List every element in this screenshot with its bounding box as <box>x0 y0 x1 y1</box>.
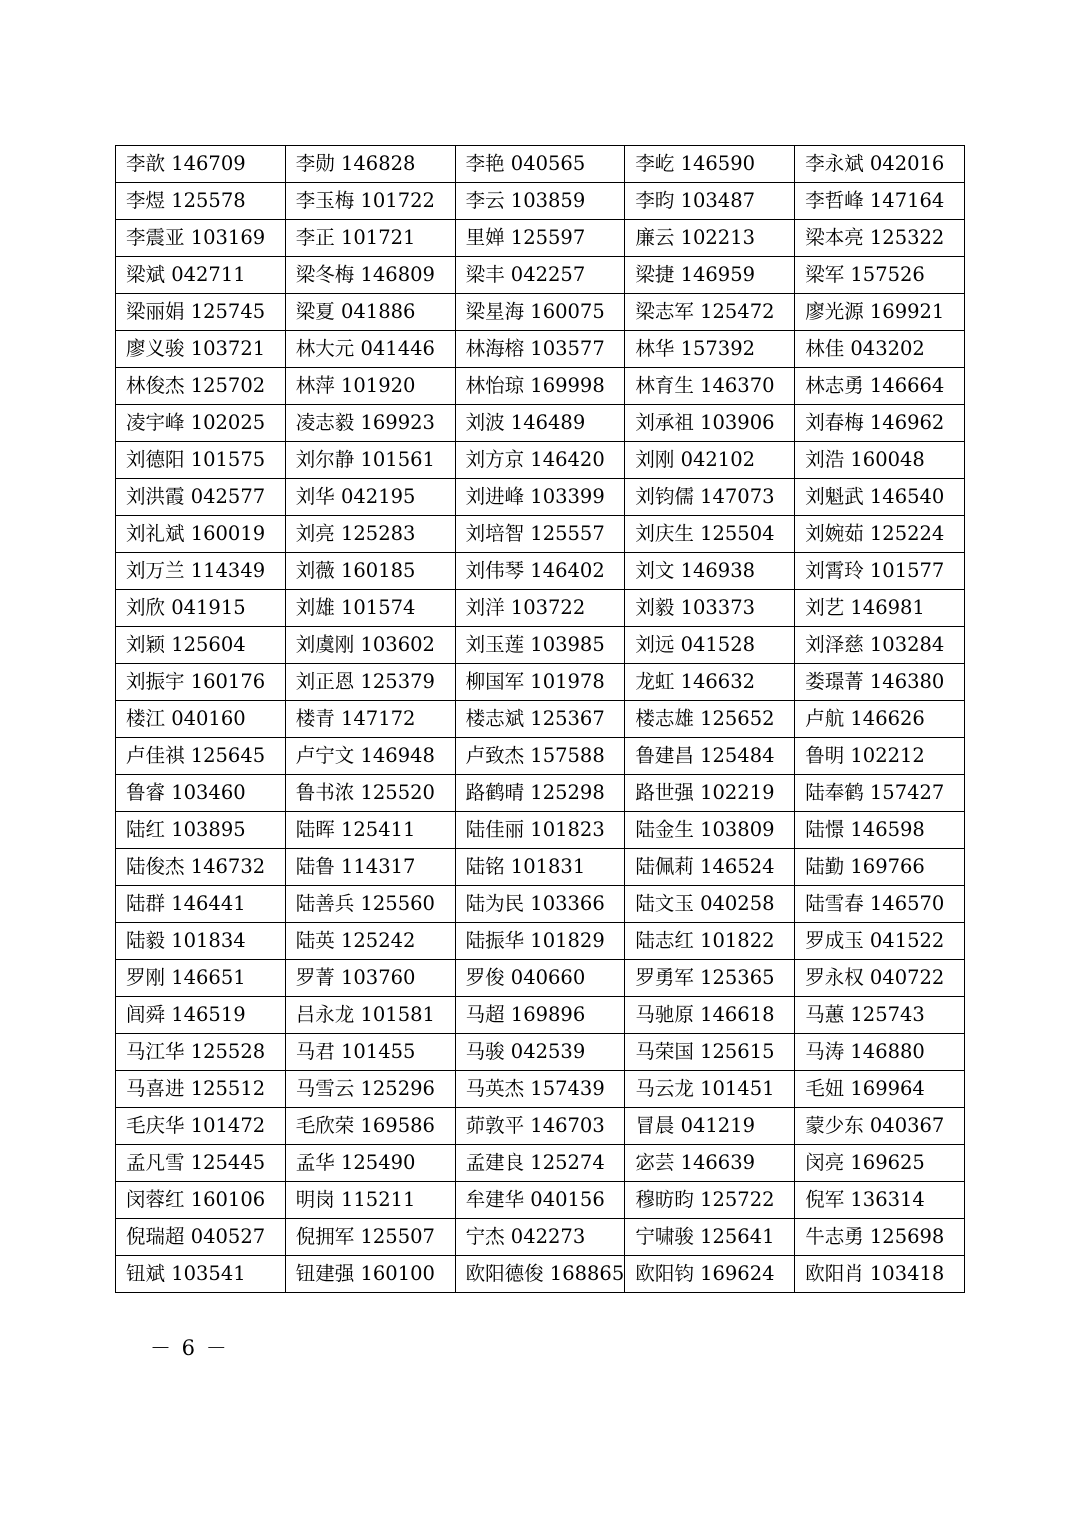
table-cell: 刘方京 146420 <box>455 442 625 479</box>
table-cell: 李正 101721 <box>285 220 455 257</box>
table-cell: 穆昉昀 125722 <box>625 1182 795 1219</box>
table-row <box>116 516 965 553</box>
table-cell: 刘振宇 160176 <box>116 664 286 701</box>
table-cell: 倪军 136314 <box>795 1182 965 1219</box>
table-cell: 陆俊杰 146732 <box>116 849 286 886</box>
table-cell: 宁杰 042273 <box>455 1219 625 1256</box>
table-cell: 梁志军 125472 <box>625 294 795 331</box>
table-row <box>116 1071 965 1108</box>
table-cell: 刘春梅 146962 <box>795 405 965 442</box>
table-cell: 鲁明 102212 <box>795 738 965 775</box>
table-row <box>116 1256 965 1293</box>
table-cell: 廖光源 169921 <box>795 294 965 331</box>
table-cell: 宓芸 146639 <box>625 1145 795 1182</box>
table-cell: 马涛 146880 <box>795 1034 965 1071</box>
table-cell: 林佳 043202 <box>795 331 965 368</box>
table-cell: 李歆 146709 <box>116 146 286 183</box>
table-cell: 刘培智 125557 <box>455 516 625 553</box>
table-row <box>116 331 965 368</box>
table-cell: 柳国军 101978 <box>455 664 625 701</box>
table-cell: 刘欣 041915 <box>116 590 286 627</box>
table-row <box>116 627 965 664</box>
table-cell: 冒晨 041219 <box>625 1108 795 1145</box>
table-cell: 刘伟琴 146402 <box>455 553 625 590</box>
table-cell: 楼志斌 125367 <box>455 701 625 738</box>
table-cell: 陆志红 101822 <box>625 923 795 960</box>
table-cell: 马英杰 157439 <box>455 1071 625 1108</box>
table-cell: 闾舜 146519 <box>116 997 286 1034</box>
table-row <box>116 257 965 294</box>
table-row <box>116 442 965 479</box>
table-cell: 楼青 147172 <box>285 701 455 738</box>
table-row <box>116 479 965 516</box>
table-cell: 楼江 040160 <box>116 701 286 738</box>
table-cell: 刘颖 125604 <box>116 627 286 664</box>
table-cell: 马雪云 125296 <box>285 1071 455 1108</box>
table-cell: 梁丽娟 125745 <box>116 294 286 331</box>
table-cell: 李哲峰 147164 <box>795 183 965 220</box>
table-row <box>116 553 965 590</box>
table-cell: 梁捷 146959 <box>625 257 795 294</box>
table-cell: 路鹤晴 125298 <box>455 775 625 812</box>
table-cell: 娄璟菁 146380 <box>795 664 965 701</box>
table-cell: 罗刚 146651 <box>116 960 286 997</box>
table-cell: 茆敦平 146703 <box>455 1108 625 1145</box>
table-cell: 马驰原 146618 <box>625 997 795 1034</box>
table-cell: 陆红 103895 <box>116 812 286 849</box>
table-cell: 马荣国 125615 <box>625 1034 795 1071</box>
table-cell: 毛妞 169964 <box>795 1071 965 1108</box>
table-cell: 刘浩 160048 <box>795 442 965 479</box>
table-cell: 陆佩莉 146524 <box>625 849 795 886</box>
table-cell: 路世强 102219 <box>625 775 795 812</box>
table-row <box>116 146 965 183</box>
table-cell: 马云龙 101451 <box>625 1071 795 1108</box>
table-cell: 吕永龙 101581 <box>285 997 455 1034</box>
table-cell: 牛志勇 125698 <box>795 1219 965 1256</box>
table-cell: 毛庆华 101472 <box>116 1108 286 1145</box>
table-cell: 马蕙 125743 <box>795 997 965 1034</box>
table-cell: 鲁书浓 125520 <box>285 775 455 812</box>
table-row <box>116 1034 965 1071</box>
table-cell: 李云 103859 <box>455 183 625 220</box>
table-cell: 刘庆生 125504 <box>625 516 795 553</box>
table-cell: 刘承祖 103906 <box>625 405 795 442</box>
table-cell: 刘万兰 114349 <box>116 553 286 590</box>
table-cell: 欧阳德俊 168865 <box>455 1256 625 1293</box>
table-cell: 罗永权 040722 <box>795 960 965 997</box>
table-cell: 刘婉茹 125224 <box>795 516 965 553</box>
table-cell: 李玉梅 101722 <box>285 183 455 220</box>
table-cell: 闵蓉红 160106 <box>116 1182 286 1219</box>
table-cell: 陆憬 146598 <box>795 812 965 849</box>
table-cell: 李昀 103487 <box>625 183 795 220</box>
table-cell: 刘虞刚 103602 <box>285 627 455 664</box>
table-row <box>116 775 965 812</box>
table-row <box>116 960 965 997</box>
table-cell: 刘正恩 125379 <box>285 664 455 701</box>
table-cell: 梁军 157526 <box>795 257 965 294</box>
table-row <box>116 738 965 775</box>
table-cell: 马超 169896 <box>455 997 625 1034</box>
table-cell: 卢佳祺 125645 <box>116 738 286 775</box>
table-cell: 刘波 146489 <box>455 405 625 442</box>
roster-body <box>116 146 965 1293</box>
table-row <box>116 664 965 701</box>
table-row <box>116 1219 965 1256</box>
table-cell: 卢航 146626 <box>795 701 965 738</box>
table-cell: 刘刚 042102 <box>625 442 795 479</box>
table-cell: 刘艺 146981 <box>795 590 965 627</box>
table-cell: 刘洪霞 042577 <box>116 479 286 516</box>
table-row <box>116 812 965 849</box>
table-cell: 刘尔静 101561 <box>285 442 455 479</box>
table-cell: 陆群 146441 <box>116 886 286 923</box>
table-cell: 闵亮 169625 <box>795 1145 965 1182</box>
table-cell: 罗菁 103760 <box>285 960 455 997</box>
table-cell: 刘毅 103373 <box>625 590 795 627</box>
table-cell: 楼志雄 125652 <box>625 701 795 738</box>
table-cell: 孟凡雪 125445 <box>116 1145 286 1182</box>
table-row <box>116 294 965 331</box>
table-cell: 罗勇军 125365 <box>625 960 795 997</box>
table-cell: 刘进峰 103399 <box>455 479 625 516</box>
table-cell: 欧阳肖 103418 <box>795 1256 965 1293</box>
table-cell: 罗俊 040660 <box>455 960 625 997</box>
table-cell: 梁丰 042257 <box>455 257 625 294</box>
table-cell: 林萍 101920 <box>285 368 455 405</box>
table-cell: 林怡琼 169998 <box>455 368 625 405</box>
table-row <box>116 701 965 738</box>
table-row <box>116 886 965 923</box>
table-cell: 刘钧儒 147073 <box>625 479 795 516</box>
table-cell: 林华 157392 <box>625 331 795 368</box>
table-cell: 林海榕 103577 <box>455 331 625 368</box>
table-cell: 倪拥军 125507 <box>285 1219 455 1256</box>
table-cell: 马江华 125528 <box>116 1034 286 1071</box>
table-cell: 刘礼斌 160019 <box>116 516 286 553</box>
table-cell: 陆振华 101829 <box>455 923 625 960</box>
table-cell: 罗成玉 041522 <box>795 923 965 960</box>
table-cell: 陆奉鹤 157427 <box>795 775 965 812</box>
table-cell: 孟华 125490 <box>285 1145 455 1182</box>
table-cell: 卢致杰 157588 <box>455 738 625 775</box>
page-number: － 6 － <box>150 1336 229 1360</box>
table-cell: 钮建强 160100 <box>285 1256 455 1293</box>
table-row <box>116 405 965 442</box>
table-row <box>116 183 965 220</box>
table-cell: 陆为民 103366 <box>455 886 625 923</box>
table-cell: 陆金生 103809 <box>625 812 795 849</box>
table-cell: 倪瑞超 040527 <box>116 1219 286 1256</box>
table-cell: 梁夏 041886 <box>285 294 455 331</box>
table-cell: 凌志毅 169923 <box>285 405 455 442</box>
table-cell: 李勋 146828 <box>285 146 455 183</box>
table-cell: 陆文玉 040258 <box>625 886 795 923</box>
table-row <box>116 368 965 405</box>
table-cell: 陆善兵 125560 <box>285 886 455 923</box>
table-cell: 廖义骏 103721 <box>116 331 286 368</box>
table-cell: 龙虹 146632 <box>625 664 795 701</box>
table-cell: 李震亚 103169 <box>116 220 286 257</box>
table-cell: 陆佳丽 101823 <box>455 812 625 849</box>
table-cell: 陆晖 125411 <box>285 812 455 849</box>
table-cell: 林大元 041446 <box>285 331 455 368</box>
table-cell: 刘雄 101574 <box>285 590 455 627</box>
table-cell: 刘洋 103722 <box>455 590 625 627</box>
table-cell: 梁本亮 125322 <box>795 220 965 257</box>
table-row <box>116 220 965 257</box>
table-cell: 刘泽慈 103284 <box>795 627 965 664</box>
table-cell: 凌宇峰 102025 <box>116 405 286 442</box>
table-row <box>116 923 965 960</box>
table-cell: 刘华 042195 <box>285 479 455 516</box>
table-cell: 林育生 146370 <box>625 368 795 405</box>
table-cell: 卢宁文 146948 <box>285 738 455 775</box>
table-cell: 牟建华 040156 <box>455 1182 625 1219</box>
table-row <box>116 1182 965 1219</box>
table-cell: 刘魁武 146540 <box>795 479 965 516</box>
table-cell: 刘德阳 101575 <box>116 442 286 479</box>
table-cell: 李屹 146590 <box>625 146 795 183</box>
table-row <box>116 849 965 886</box>
table-cell: 陆铭 101831 <box>455 849 625 886</box>
table-cell: 马骏 042539 <box>455 1034 625 1071</box>
table-cell: 刘薇 160185 <box>285 553 455 590</box>
table-cell: 陆勤 169766 <box>795 849 965 886</box>
table-cell: 陆雪春 146570 <box>795 886 965 923</box>
table-cell: 梁斌 042711 <box>116 257 286 294</box>
table-cell: 鲁建昌 125484 <box>625 738 795 775</box>
table-cell: 刘远 041528 <box>625 627 795 664</box>
table-row <box>116 1108 965 1145</box>
table-cell: 毛欣荣 169586 <box>285 1108 455 1145</box>
table-cell: 李煜 125578 <box>116 183 286 220</box>
table-row <box>116 997 965 1034</box>
table-cell: 梁星海 160075 <box>455 294 625 331</box>
table-cell: 欧阳钧 169624 <box>625 1256 795 1293</box>
table-cell: 明岗 115211 <box>285 1182 455 1219</box>
table-cell: 陆英 125242 <box>285 923 455 960</box>
table-cell: 梁冬梅 146809 <box>285 257 455 294</box>
table-row <box>116 590 965 627</box>
table-cell: 蒙少东 040367 <box>795 1108 965 1145</box>
table-cell: 孟建良 125274 <box>455 1145 625 1182</box>
table-cell: 李永斌 042016 <box>795 146 965 183</box>
roster-table <box>115 145 965 1293</box>
table-cell: 林俊杰 125702 <box>116 368 286 405</box>
table-cell: 马喜进 125512 <box>116 1071 286 1108</box>
table-cell: 鲁睿 103460 <box>116 775 286 812</box>
table-cell: 宁啸骏 125641 <box>625 1219 795 1256</box>
table-cell: 李艳 040565 <box>455 146 625 183</box>
table-cell: 里婵 125597 <box>455 220 625 257</box>
table-cell: 马君 101455 <box>285 1034 455 1071</box>
table-cell: 陆毅 101834 <box>116 923 286 960</box>
table-cell: 陆鲁 114317 <box>285 849 455 886</box>
table-cell: 刘文 146938 <box>625 553 795 590</box>
table-row <box>116 1145 965 1182</box>
table-cell: 刘霄玲 101577 <box>795 553 965 590</box>
table-cell: 钮斌 103541 <box>116 1256 286 1293</box>
table-cell: 廉云 102213 <box>625 220 795 257</box>
table-cell: 林志勇 146664 <box>795 368 965 405</box>
table-cell: 刘玉莲 103985 <box>455 627 625 664</box>
table-cell: 刘亮 125283 <box>285 516 455 553</box>
